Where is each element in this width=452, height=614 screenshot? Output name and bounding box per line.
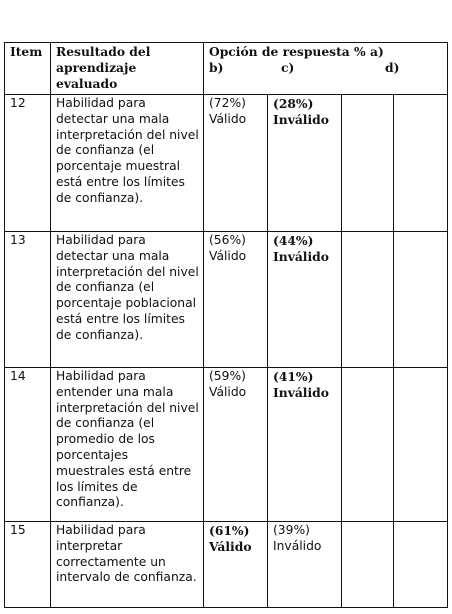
option-a-percent: (59%) [209,369,246,383]
header-answer [204,43,448,95]
table-row [5,232,448,368]
header-answer-title: Opción de respuesta % a) [209,44,384,59]
table-body [5,95,448,608]
header-row [5,43,448,95]
learning-result: Habilidad para interpretar correctamente un intervalo de confianza. [51,522,204,608]
option-b-cell [268,522,342,608]
option-a-label: Válido [209,384,247,399]
option-a-percent: (56%) [209,233,246,247]
table-row [5,522,448,608]
option-d-cell [394,95,448,232]
learning-result: Habilidad para entender una mala interpretación del nivel de confianza (el promedio de los porcentajes muestrales está entre los límites de confianza). [51,368,204,522]
option-b-label: Inválido [273,248,329,264]
option-a-percent: (61%) [209,523,250,538]
option-d-cell [394,232,448,368]
item-number: 14 [5,368,51,522]
option-b-cell [268,232,342,368]
option-b-cell [268,95,342,232]
option-b-cell [268,368,342,522]
item-number: 13 [5,232,51,368]
option-d-cell [394,522,448,608]
item-number: 12 [5,95,51,232]
option-a-label: Válido [209,248,247,263]
table-row [5,368,448,522]
header-result: Resultado del aprendizaje evaluado [51,43,204,95]
table-row [5,95,448,232]
header-item: Item [5,43,51,95]
option-a-cell [204,95,268,232]
item-number: 15 [5,522,51,608]
option-c-cell [342,232,394,368]
header-option-c: c) [281,59,295,75]
option-a-cell [204,232,268,368]
option-b-percent: (39%) [273,523,310,537]
option-b-label: Inválido [273,384,329,400]
option-c-cell [342,368,394,522]
option-a-label: Válido [209,538,252,554]
option-a-cell [204,368,268,522]
option-a-cell [204,522,268,608]
learning-result: Habilidad para detectar una mala interpretación del nivel de confianza (el porcentaje poblacional está entre los límites de confianza). [51,232,204,368]
header-option-d: d) [385,59,400,75]
learning-result: Habilidad para detectar una mala interpretación del nivel de confianza (el porcentaje muestral está entre los límites de confianza). [51,95,204,232]
header-option-b: b) [209,59,224,75]
option-d-cell [394,368,448,522]
option-c-cell [342,522,394,608]
results-table [4,42,448,608]
option-b-label: Inválido [273,538,322,553]
option-a-label: Válido [209,111,247,126]
option-b-label: Inválido [273,111,329,127]
option-c-cell [342,95,394,232]
header-answer-options [209,60,443,76]
option-a-percent: (72%) [209,96,246,110]
option-b-percent: (44%) [273,233,314,248]
option-b-percent: (28%) [273,96,314,111]
option-b-percent: (41%) [273,369,314,384]
